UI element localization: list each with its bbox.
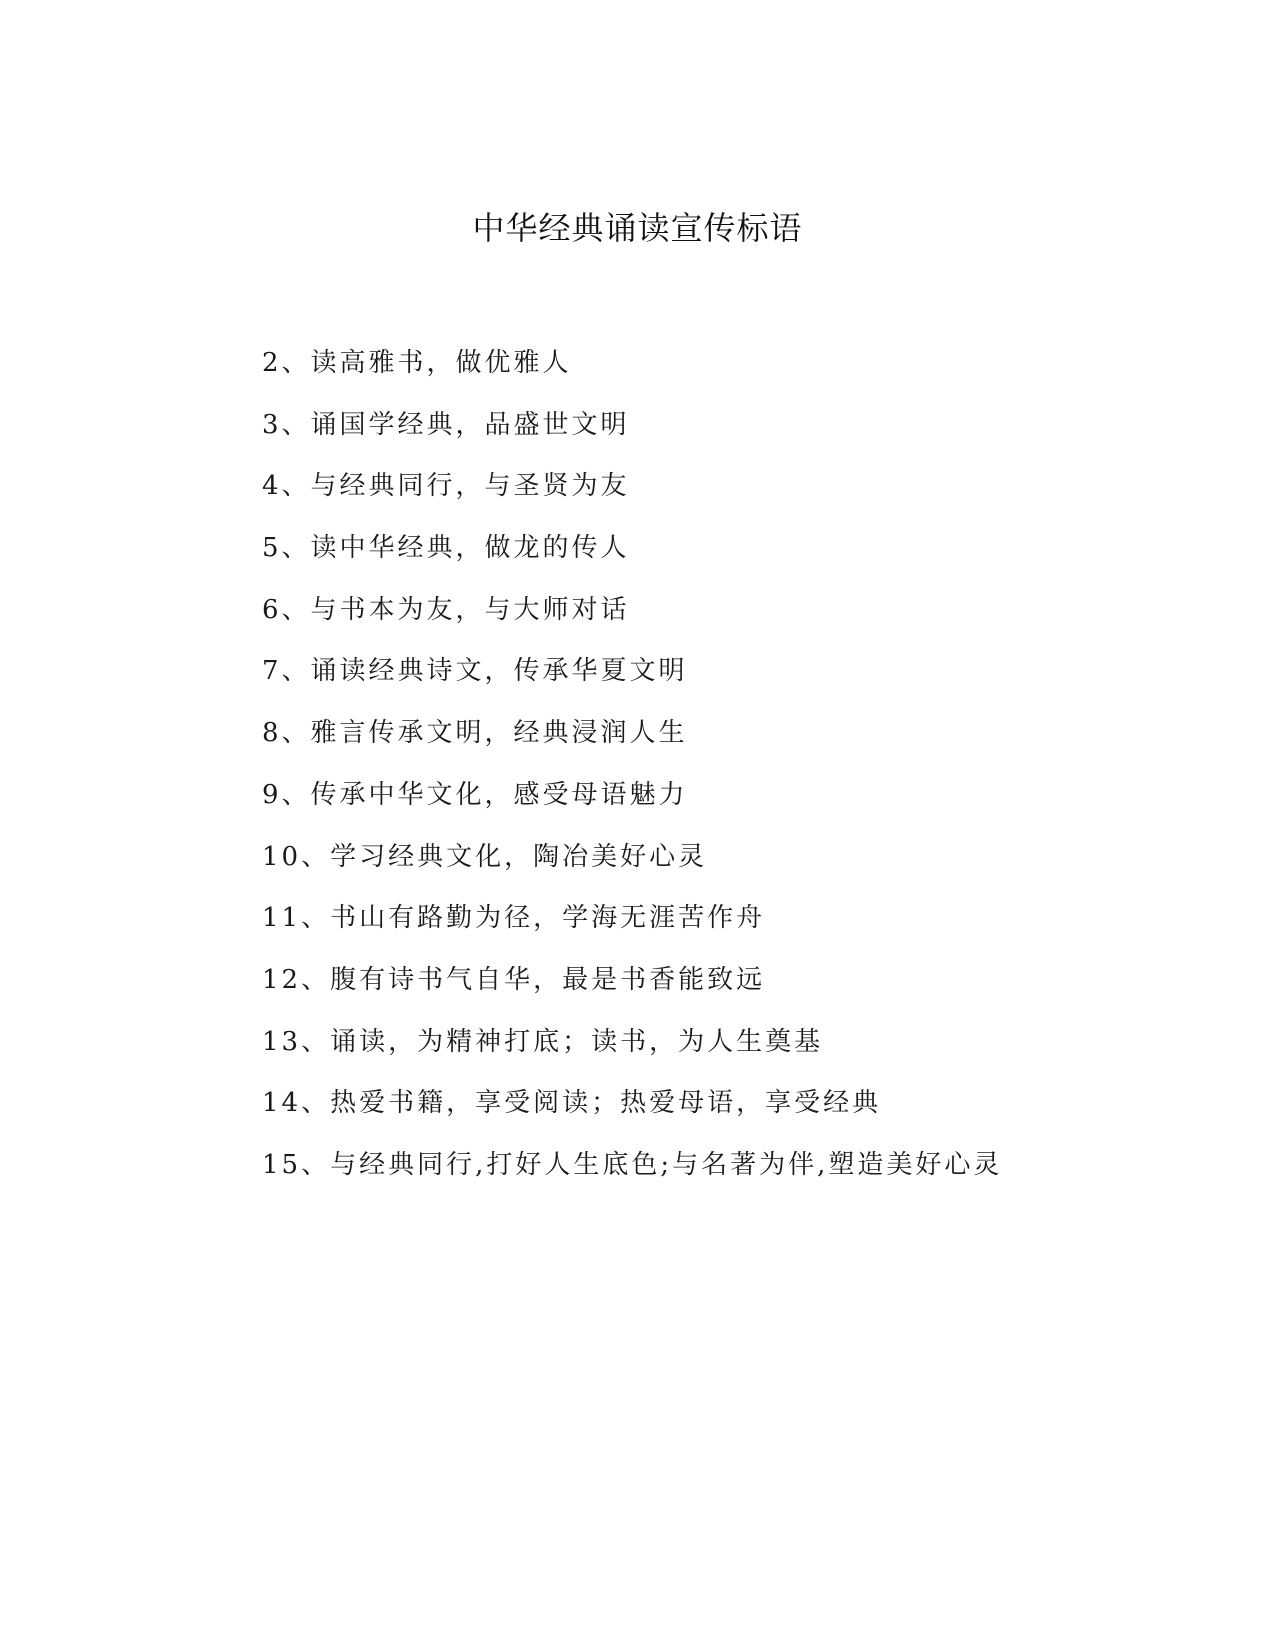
slogan-item: 13、诵读，为精神打底；读书，为人生奠基 <box>262 1026 824 1057</box>
slogan-item: 2、读高雅书，做优雅人 <box>262 348 572 378</box>
slogan-list <box>262 333 1002 1197</box>
slogan-item: 5、读中华经典，做龙的传人 <box>262 533 630 564</box>
slogan-item: 8、雅言传承文明，经典浸润人生 <box>262 718 688 749</box>
slogan-item: 7、诵读经典诗文，传承华夏文明 <box>262 656 688 687</box>
slogan-item: 14、热爱书籍，享受阅读；热爱母语，享受经典 <box>262 1088 882 1119</box>
slogan-item: 11、书山有路勤为径，学海无涯苦作舟 <box>262 903 766 934</box>
slogan-item: 12、腹有诗书气自华，最是书香能致远 <box>262 964 766 995</box>
slogan-item: 10、学习经典文化，陶冶美好心灵 <box>262 841 708 872</box>
slogan-item: 4、与经典同行，与圣贤为友 <box>262 471 630 502</box>
slogan-item: 9、传承中华文化，感受母语魅力 <box>262 779 688 810</box>
slogan-item: 6、与书本为友，与大师对话 <box>262 594 630 625</box>
page-title: 中华经典诵读宣传标语 <box>472 209 803 247</box>
slogan-item: 3、诵国学经典，品盛世文明 <box>262 409 630 440</box>
slogan-item: 15、与经典同行,打好人生底色;与名著为伴,塑造美好心灵 <box>262 1149 1003 1180</box>
